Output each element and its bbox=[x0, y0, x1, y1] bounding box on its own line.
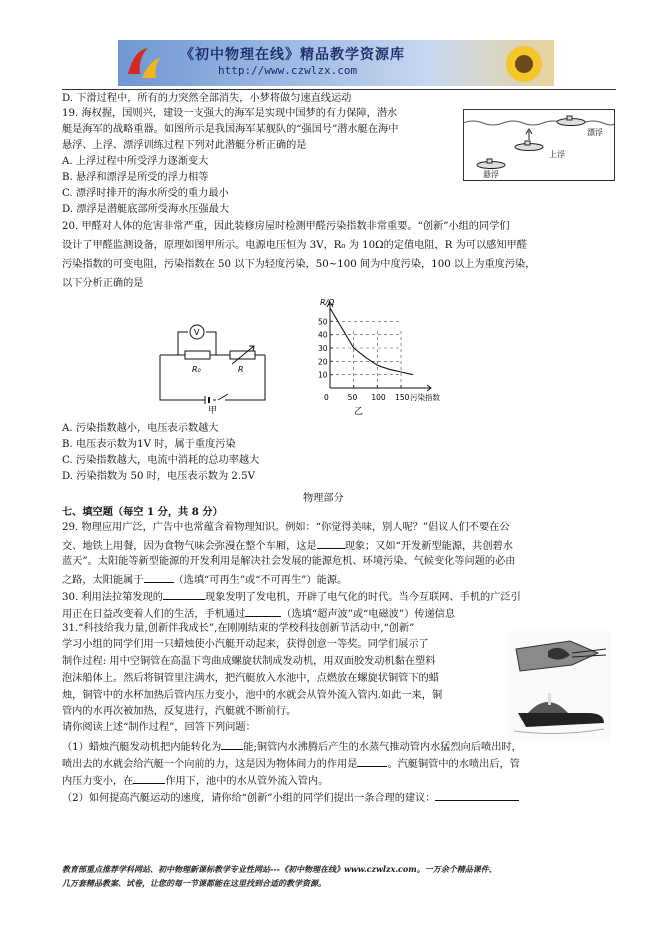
q30-line-1: 30. 利用法拉第发现的 现象发明了发电机，开辟了电气化的时代。当今互联网、手机的广泛引 bbox=[62, 589, 521, 604]
label-float: 漂浮 bbox=[587, 128, 603, 137]
origin-label: 0 bbox=[324, 393, 329, 402]
q30-line-2: 用正在日益改变着人们的生活，手机通过 （选填“超声波”或“电磁波”）传递信息 bbox=[62, 606, 455, 621]
q20-line-3: 污染指数的可变电阻，污染指数在 50 以下为轻度污染，50~100 间为中度污染，100 以上为重度污染， bbox=[62, 259, 536, 270]
q19-option-c: C. 漂浮时排开的海水所受的重力最小 bbox=[62, 188, 229, 199]
voltmeter-label: V bbox=[194, 328, 200, 337]
q19-option-a: A. 上浮过程中所受浮力逐渐变大 bbox=[62, 156, 209, 167]
q31-blank-1[interactable] bbox=[221, 739, 243, 750]
y-tick-label: 40 bbox=[318, 330, 328, 340]
site-logo-icon bbox=[124, 44, 162, 82]
q19-option-d: D. 漂浮是潜艇底部所受海水压强最大 bbox=[62, 204, 230, 215]
q31-sub2-line: （2）如何提高汽艇运动的速度，请你给“创新”小组的同学们提出一条合理的建议： bbox=[62, 790, 519, 805]
header-banner bbox=[118, 40, 554, 86]
q31-line-4: 泡沫船体上。然后将铜管里注满水，把汽艇放入水池中，点燃放在螺旋状铜管下的蜡 bbox=[62, 673, 439, 684]
sunflower-icon bbox=[502, 42, 546, 86]
footer-line-2: 几万套精品教案、试卷，让您的每一节课都能在这里找到合适的教学资源。 bbox=[62, 878, 326, 888]
q20-line-4: 以下分析正确的是 bbox=[62, 278, 144, 289]
y-tick-label: 20 bbox=[318, 357, 328, 367]
q20-option-a: A. 污染指数越小，电压表示数越大 bbox=[62, 423, 219, 434]
x-tick-label: 50 bbox=[347, 393, 358, 402]
y-axis-label: R/Ω bbox=[320, 298, 335, 307]
r0-label: R₀ bbox=[192, 365, 201, 374]
resistance-graph bbox=[300, 296, 440, 418]
x-tick-label: 150 bbox=[395, 393, 410, 402]
circuit-diagram bbox=[150, 320, 275, 415]
q29-line-1: 29. 物理应用广泛，广告中也常蕴含着物理知识。例如：“你觉得美味，别人呢？”倡议人们不要在公 bbox=[62, 522, 510, 533]
q19-line-3: 悬浮、上浮、漂浮训练过程下列对此潜艇分析正确的是 bbox=[62, 140, 307, 151]
series-line bbox=[330, 308, 413, 375]
q31-sub1-line-1: （1）蜡烛汽艇发动机把内能转化为 能;铜管内水沸腾后产生的水蒸气推动管内水猛烈向后喷出时， bbox=[62, 739, 522, 754]
q31-line-6: 管内的水再次被加热，反复进行，汽艇就不断前行。 bbox=[62, 706, 297, 717]
q19-option-b: B. 悬浮和漂浮是所受的浮力相等 bbox=[62, 172, 209, 183]
y-tick-label: 10 bbox=[318, 370, 328, 380]
label-suspend: 悬浮 bbox=[483, 170, 499, 179]
section-title: 七、填空题（每空 1 分，共 8 分） bbox=[62, 506, 223, 518]
q20-option-c: C. 污染指数越大，电流中消耗的总功率越大 bbox=[62, 455, 260, 466]
y-tick-label: 30 bbox=[318, 344, 328, 353]
q18-option-d: D. 下滑过程中，所有的力突然全部消失，小梦将做匀速直线运动 bbox=[62, 93, 352, 104]
q31-sub1-line-2: 喷出去的水就会给汽艇一个向前的力，这是因为物体间力的作用是 。汽艇铜管中的水喷出后，管 bbox=[62, 756, 520, 771]
q30-blank-1[interactable] bbox=[163, 589, 205, 600]
q29-line-4: 之路，太阳能属于 （选填“可再生”或“不可再生”）能源。 bbox=[62, 572, 347, 587]
q31-line-2: 学习小组的同学们用一只蜡烛使小汽艇开动起来，获得创意一等奖。同学们展示了 bbox=[62, 639, 429, 650]
site-url[interactable]: http://www.czwlzx.com bbox=[218, 64, 358, 77]
boat-photo bbox=[508, 631, 611, 743]
x-tick-label: 100 bbox=[371, 393, 386, 402]
q29-blank-1[interactable] bbox=[317, 538, 345, 549]
graph-caption: 乙 bbox=[354, 407, 364, 417]
y-tick-label: 50 bbox=[318, 317, 328, 327]
footer-line-1: 教育部重点推荐学科网站、初中物理新课标教学专业性网站---《初中物理在线》www.czwlzx.com。一万余个精品课件、 bbox=[62, 864, 497, 874]
q31-blank-3[interactable] bbox=[133, 773, 165, 784]
q29-line-2: 交、地铁上用餐，因为食物气味会弥漫在整个车厢，这是 现象；又如“开发新型能源，共创碧水 bbox=[62, 538, 513, 553]
subject-label: 物理部分 bbox=[303, 493, 344, 504]
circuit-caption: 甲 bbox=[208, 406, 218, 415]
q30-blank-2[interactable] bbox=[245, 606, 281, 617]
r-label: R bbox=[238, 365, 244, 374]
q31-blank-4[interactable] bbox=[435, 790, 519, 801]
q31-blank-2[interactable] bbox=[357, 756, 387, 767]
site-title: 《初中物理在线》精品教学资源库 bbox=[180, 47, 405, 63]
q20-option-d: D. 污染指数为 50 时，电压表示数为 2.5V bbox=[62, 471, 255, 482]
resistor-r0 bbox=[185, 351, 210, 359]
x-axis-label: 污染指数 bbox=[410, 393, 440, 402]
q20-line-2: 设计了甲醛监测设备，原理如图甲所示。电源电压恒为 3V，R₀ 为 10Ω的定值电阻，R 为可以感知甲醛 bbox=[62, 240, 527, 251]
q31-line-7: 请你阅读上述“制作过程”，回答下列问题： bbox=[62, 722, 256, 733]
submarine-figure bbox=[463, 109, 615, 181]
q19-line-1: 19. 海权握，国则兴，建设一支强大的海军是实现中国梦的有力保障，潜水 bbox=[62, 108, 398, 119]
label-rise: 上浮 bbox=[549, 150, 565, 159]
q31-sub1-line-3: 内压力变小，在 作用下，池中的水从管外流入管内。 bbox=[62, 773, 328, 788]
q19-line-2: 艇是海军的战略重器。如图所示是我国海军某舰队的“强国号”潜水艇在海中 bbox=[62, 124, 399, 135]
q31-line-3: 制作过程: 用中空铜管在高温下弯曲成螺旋状制成发动机，用双面胶发动机黏在塑料 bbox=[62, 656, 436, 667]
header-rule bbox=[62, 89, 616, 90]
q31-line-1: 31.“科技给我力量,创新伴我成长”,在刚刚结束的学校科技创新节活动中,“创新” bbox=[62, 623, 415, 634]
q29-blank-2[interactable] bbox=[144, 572, 174, 583]
q31-line-5: 烛，铜管中的水杯加热后管内压力变小，池中的水就会从管外流入管内.如此一来，铜 bbox=[62, 690, 443, 701]
q20-line-1: 20. 甲醛对人体的危害非常严重，因此装修房屋时检测甲醛污染指数非常重要。“创新”小组的同学们 bbox=[62, 221, 510, 232]
q29-line-3: 蓝天”。太阳能等新型能源的开发利用是解决社会发展的能源危机、环境污染、气候变化等问题的必由 bbox=[62, 556, 516, 567]
q20-option-b: B. 电压表示数为1V 时，属于重度污染 bbox=[62, 439, 236, 450]
